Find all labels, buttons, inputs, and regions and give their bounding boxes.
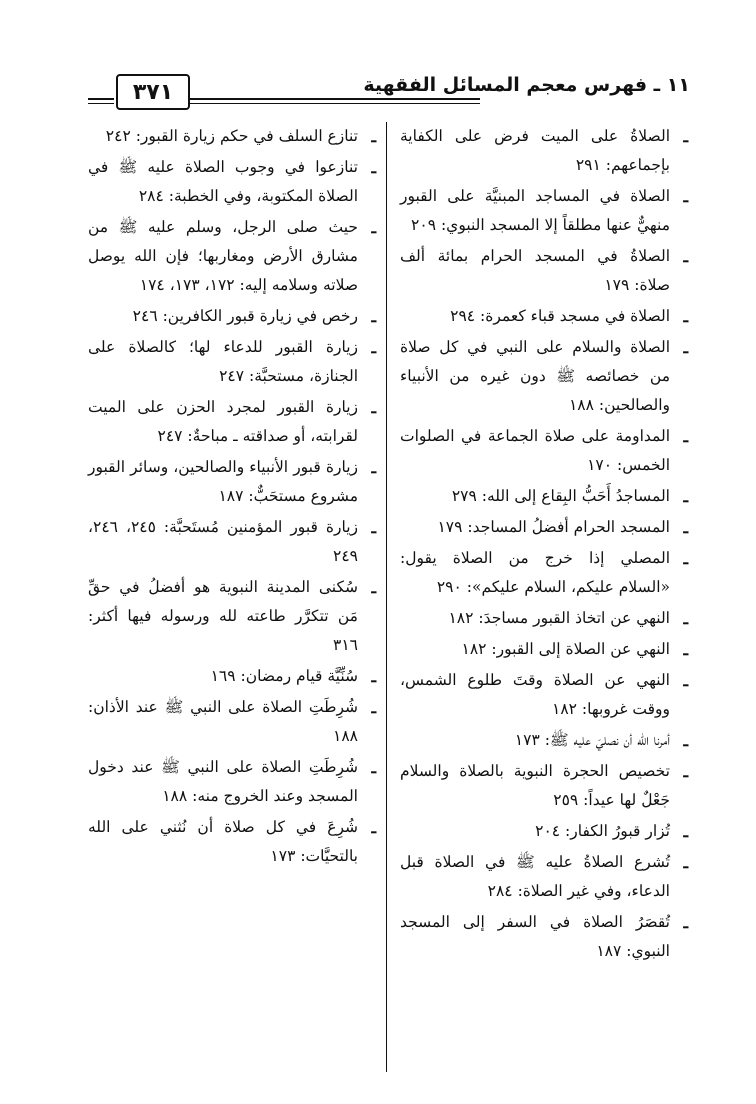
entry-text: تنازعوا في وجوب الصلاة عليه ﷺ في الصلاة المكتوبة، وفي الخطبة: ٢٨٤ [88,158,358,205]
entry-text: شُرِطَتِ الصلاة على النبي ﷺ عند دخول المسجد وعند الخروج منه: ١٨٨ [88,758,358,805]
entry-text: النهي عن الصلاة وقتَ طلوع الشمس، ووقت غروبها: ١٨٢ [400,671,670,718]
entry-text: المسجد الحرام أفضلُ المساجد: ١٧٩ [437,518,670,536]
entry-text: تُشرع الصلاةُ عليه ﷺ في الصلاة قبل الدعاء، وفي غير الصلاة: ٢٨٤ [400,853,670,900]
entry-text: الصلاة في المساجد المبنيَّة على القبور منهيٌّ عنها مطلقاً إلا المسجد النبوي: ٢٠٩ [400,187,670,234]
entry-bullet: ـ [371,758,376,777]
index-entry [88,213,378,300]
entry-text: زيارة قبور الأنبياء والصالحين، وسائر القبور مشروع مستحَبٌّ: ١٨٧ [88,458,358,505]
entry-text: تُزار قبورُ الكفار: ٢٠٤ [535,822,670,840]
index-entry [400,666,690,724]
entry-text: أمرنا الله أن نصليَ عليه ﷺ: ١٧٣ [514,731,670,749]
entry-text: شُرِطَتِ الصلاة على النبي ﷺ عند الأذان: ١٨٨ [88,698,358,745]
header-rule [188,98,480,104]
index-entry [400,848,690,906]
index-entry [400,122,690,180]
entry-text: زيارة قبور المؤمنين مُستَحبَّة: ٢٤٥، ٢٤٦، ٢٤٩ [88,518,358,565]
entry-bullet: ـ [683,127,688,146]
index-entry [400,333,690,420]
index-entry [400,635,690,664]
entry-text: شُرِعَ في كل صلاة أن نُثني على الله بالتحيَّات: ١٧٣ [88,818,358,865]
entry-text: الصلاة في مسجد قباء كعمرة: ٢٩٤ [450,307,670,325]
column-divider [386,122,387,1072]
entry-text: تنازع السلف في حكم زيارة القبور: ٢٤٢ [105,127,358,145]
index-entry [400,726,690,755]
entry-bullet: ـ [371,458,376,477]
index-entry [88,513,378,571]
entry-bullet: ـ [683,609,688,628]
index-entry [400,908,690,966]
index-entry [400,242,690,300]
entry-bullet: ـ [683,427,688,446]
entry-bullet: ـ [683,518,688,537]
entry-bullet: ـ [683,187,688,206]
entry-bullet: ـ [683,913,688,932]
entry-bullet: ـ [683,822,688,841]
index-entry [88,153,378,211]
entry-bullet: ـ [683,487,688,506]
entry-bullet: ـ [683,549,688,568]
index-entry [400,604,690,633]
entry-bullet: ـ [371,518,376,537]
index-entry [400,482,690,511]
entry-text: حيث صلى الرجل، وسلم عليه ﷺ من مشارق الأرض ومغاربها؛ فإن الله يوصل صلاته وسلامه إليه: ١٧٢، ١٧٣، ١٧٤ [88,218,358,294]
index-entry [400,302,690,331]
entry-text: تخصيص الحجرة النبوية بالصلاة والسلام جَعْلٌ لها عيداً: ٢٥٩ [400,762,670,809]
entry-bullet: ـ [683,853,688,872]
page-header [88,70,690,114]
index-entry [88,813,378,871]
page-title: ١١ ـ فهرس معجم المسائل الفقهية [363,74,690,96]
index-entry [400,757,690,815]
entry-bullet: ـ [371,338,376,357]
entry-bullet: ـ [683,762,688,781]
entry-bullet: ـ [371,218,376,237]
index-entry [400,544,690,602]
index-entry [400,422,690,480]
entry-bullet: ـ [371,667,376,686]
entry-text: سُكنى المدينة النبوية هو أفضلُ في حقِّ مَن تتكرَّر طاعته لله ورسوله فيها أكثر: ٣١٦ [88,578,358,654]
page-number: ٣٧١ [116,74,190,110]
entry-text: المساجدُ أَحَبُّ البِقاع إلى الله: ٢٧٩ [451,487,670,505]
entry-text: النهي عن اتخاذ القبور مساجدَ: ١٨٢ [448,609,670,627]
entry-text: المصلي إذا خرج من الصلاة يقول: «السلام عليكم، السلام عليكم»: ٢٩٠ [400,549,670,596]
entry-bullet: ـ [371,698,376,717]
index-entry [88,122,378,151]
index-entry [400,513,690,542]
entry-bullet: ـ [371,578,376,597]
index-entry [88,693,378,751]
index-entry [88,753,378,811]
index-entry [88,333,378,391]
entry-text: النهي عن الصلاة إلى القبور: ١٨٢ [461,640,670,658]
index-columns [88,122,690,1082]
entry-text: المداومة على صلاة الجماعة في الصلوات الخمس: ١٧٠ [400,427,670,474]
entry-text: تُقصَرُ الصلاة في السفر إلى المسجد النبوي: ١٨٧ [400,913,670,960]
entry-bullet: ـ [683,671,688,690]
entry-text: الصلاةُ في المسجد الحرام بمائة ألف صلاة: ١٧٩ [400,247,670,294]
left-column [88,122,378,1082]
entry-bullet: ـ [371,398,376,417]
index-entry [88,302,378,331]
entry-bullet: ـ [683,640,688,659]
entry-text: سُنِّيَّة قيام رمضان: ١٦٩ [210,667,358,685]
entry-bullet: ـ [371,158,376,177]
right-column [400,122,690,1082]
entry-bullet: ـ [683,338,688,357]
entry-bullet: ـ [683,731,688,750]
index-entry [400,182,690,240]
entry-bullet: ـ [683,247,688,266]
index-entry [88,573,378,660]
entry-text: الصلاة والسلام على النبي في كل صلاة من خصائصه ﷺ دون غيره من الأنبياء والصالحين: ١٨٨ [400,338,670,414]
entry-text: زيارة القبور لمجرد الحزن على الميت لقرابته، أو صداقته ـ مباحةٌ: ٢٤٧ [88,398,358,445]
entry-bullet: ـ [371,127,376,146]
index-entry [88,393,378,451]
index-entry [88,453,378,511]
entry-bullet: ـ [371,307,376,326]
entry-text: زيارة القبور للدعاء لها؛ كالصلاة على الجنازة، مستحبَّة: ٢٤٧ [88,338,358,385]
entry-bullet: ـ [683,307,688,326]
entry-text: رخص في زيارة قبور الكافرين: ٢٤٦ [132,307,358,325]
index-entry [88,662,378,691]
index-entry [400,817,690,846]
header-rule-short [88,98,114,104]
entry-text: الصلاةُ على الميت فرض على الكفاية بإجماعهم: ٢٩١ [400,127,670,174]
entry-bullet: ـ [371,818,376,837]
